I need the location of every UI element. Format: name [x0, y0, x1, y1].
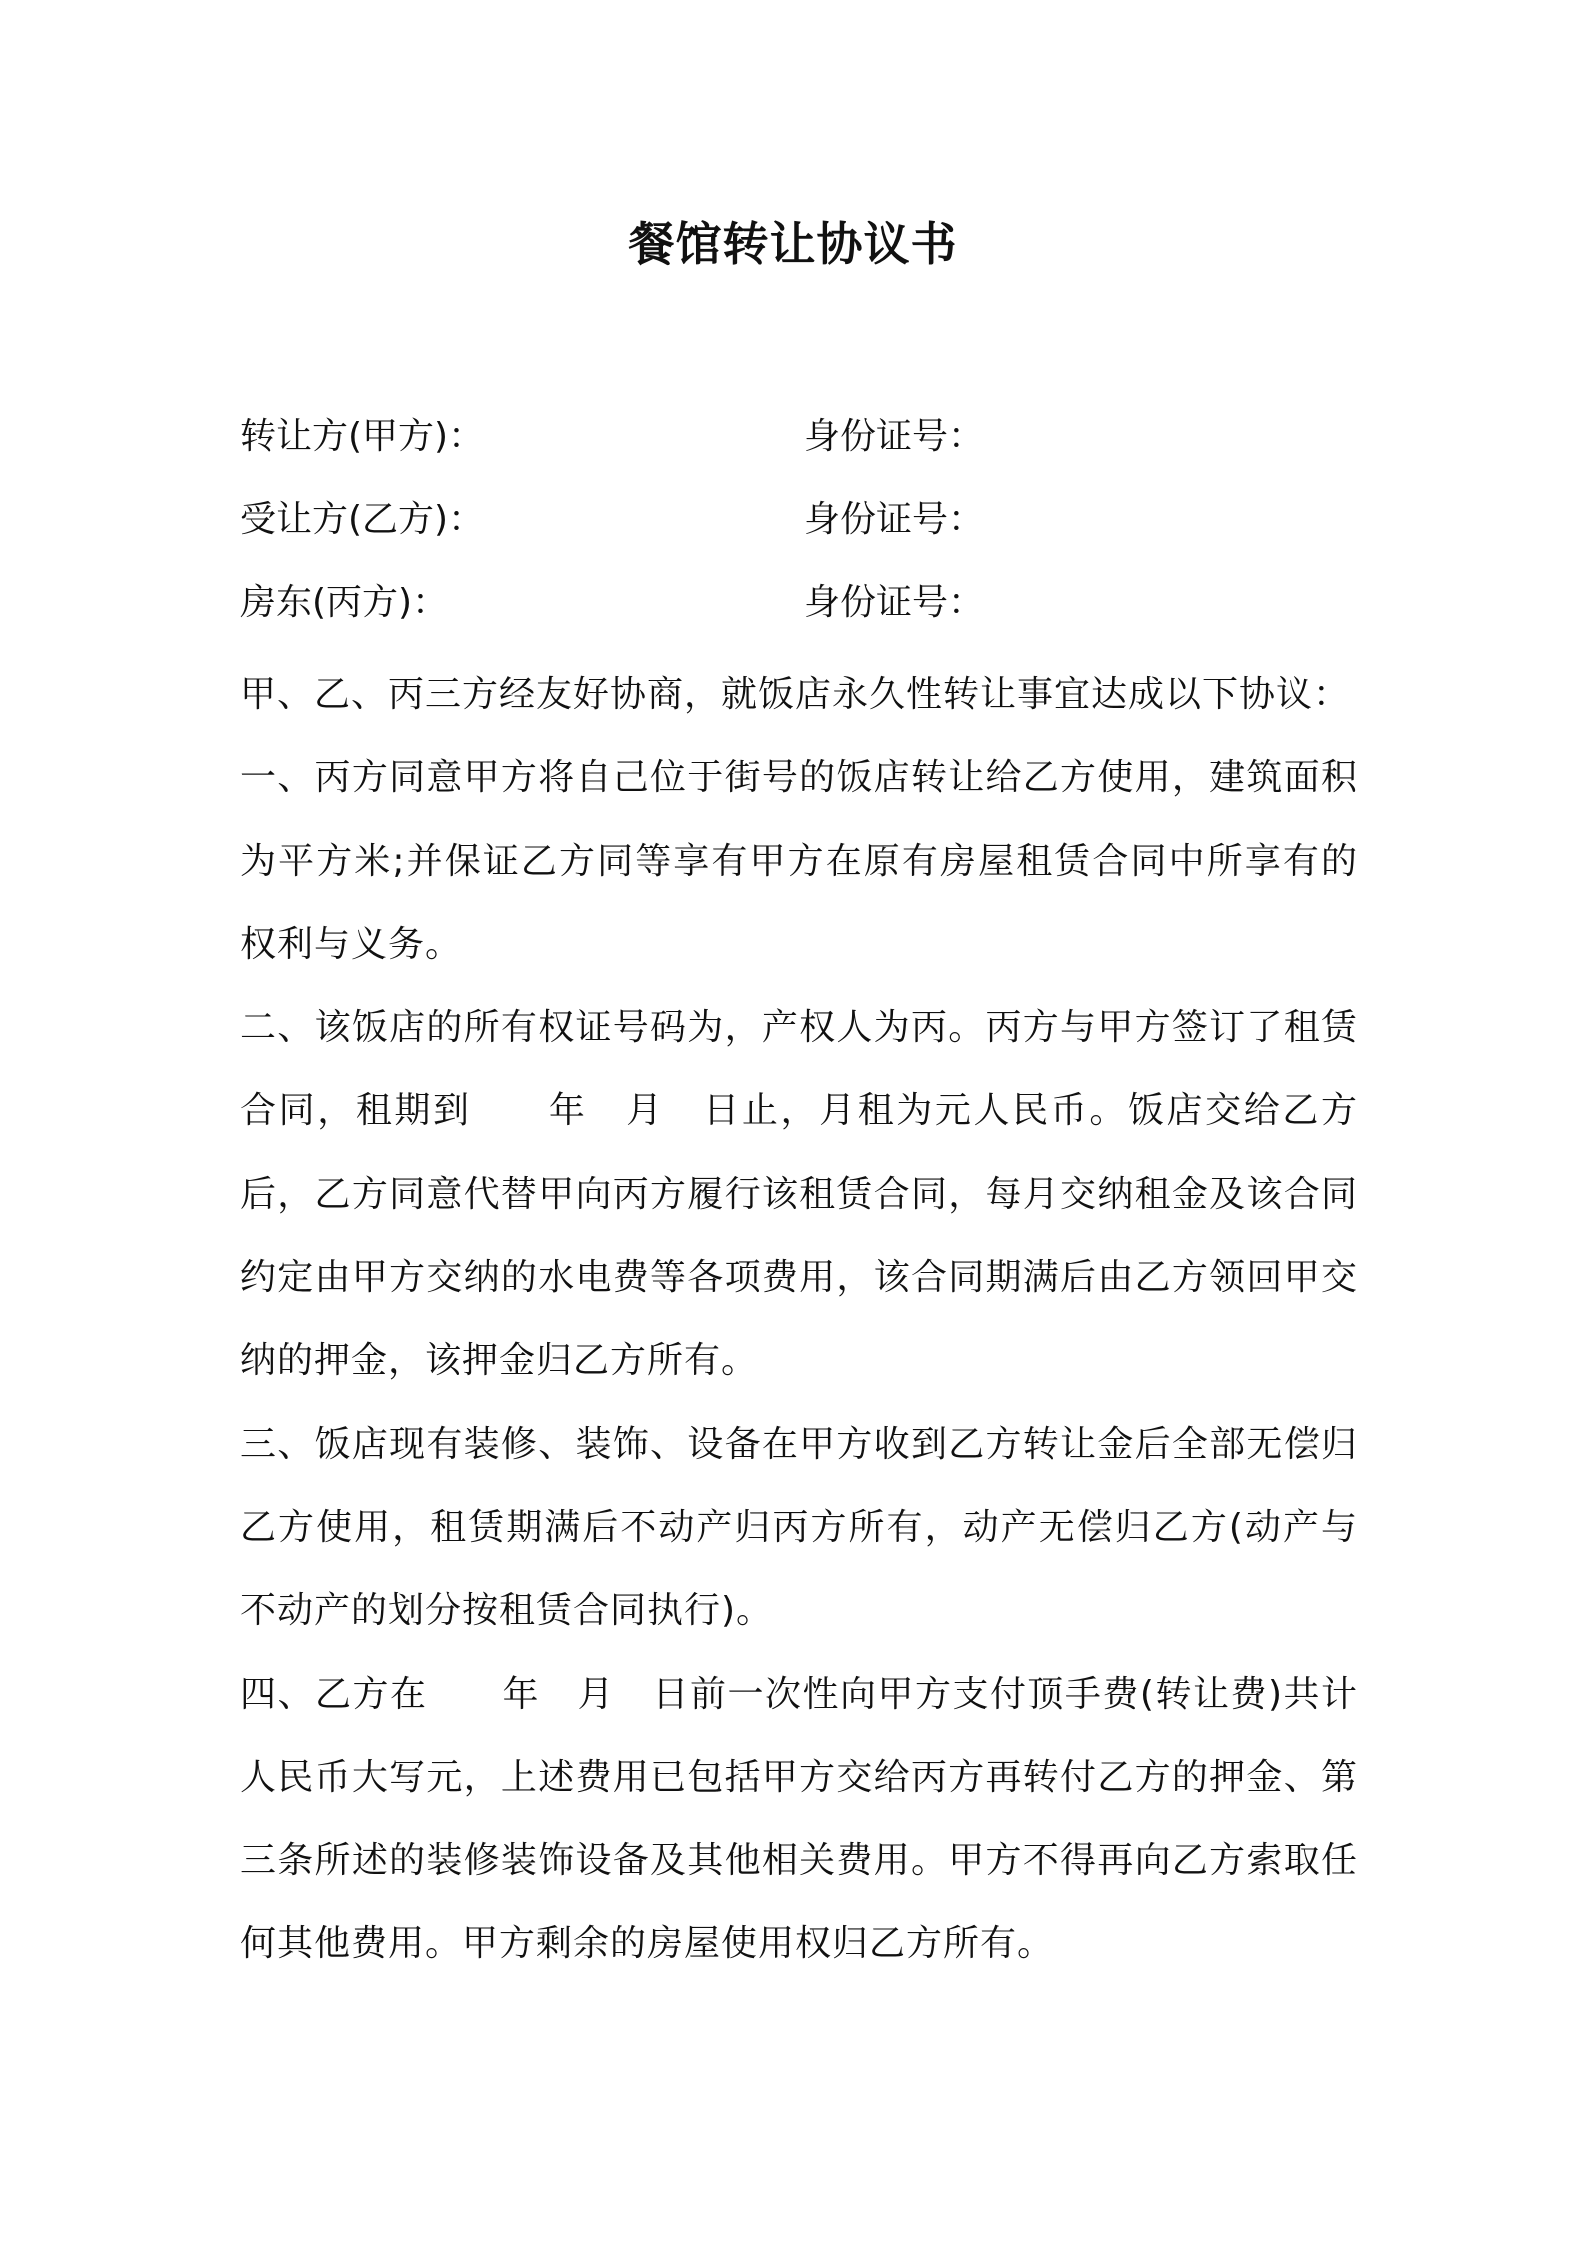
agreement-body: [240, 653, 1358, 1986]
transferor-id-label: 身份证号：: [804, 416, 985, 457]
transferee-label: 受让方(乙方)：: [240, 499, 485, 540]
clause-1: 一、丙方同意甲方将自己位于街号的饭店转让给乙方使用，建筑面积为平方米;并保证乙方同等享有甲方在原有房屋租赁合同中所享有的权利与义务。: [240, 757, 1358, 965]
party-row-landlord: [240, 570, 1360, 653]
landlord-label: 房东(丙方)：: [240, 582, 449, 623]
document-title: 餐馆转让协议书: [628, 217, 958, 271]
transferee-id-label: 身份证号：: [804, 499, 985, 540]
clause-2: 二、该饭店的所有权证号码为，产权人为丙。丙方与甲方签订了租赁合同，租期到 年 月 日止，月租为元人民币。饭店交给乙方后，乙方同意代替甲向丙方履行该租赁合同，每月交纳租金及该合同约定由甲方交纳的水电费等各项费用，该合同期满后由乙方领回甲交纳的押金，该押金归乙方所有。: [240, 1007, 1358, 1382]
intro-paragraph: 甲、乙、丙三方经友好协商，就饭店永久性转让事宜达成以下协议：: [240, 674, 1351, 715]
party-row-transferee: [240, 487, 1360, 570]
clause-3: 三、饭店现有装修、装饰、设备在甲方收到乙方转让金后全部无偿归乙方使用，租赁期满后不动产归丙方所有，动产无偿归乙方(动产与不动产的划分按租赁合同执行)。: [240, 1423, 1358, 1632]
clause-4: 四、乙方在 年 月 日前一次性向甲方支付顶手费(转让费)共计人民币大写元，上述费用已包括甲方交给丙方再转付乙方的押金、第三条所述的装修装饰设备及其他相关费用。甲方不得再向乙方索取任何其他费用。甲方剩余的房屋使用权归乙方所有。: [240, 1673, 1358, 1965]
parties-section: [240, 404, 1360, 653]
party-row-transferor: [240, 404, 1360, 487]
landlord-id-label: 身份证号：: [804, 582, 985, 623]
transferor-label: 转让方(甲方)：: [240, 416, 485, 457]
